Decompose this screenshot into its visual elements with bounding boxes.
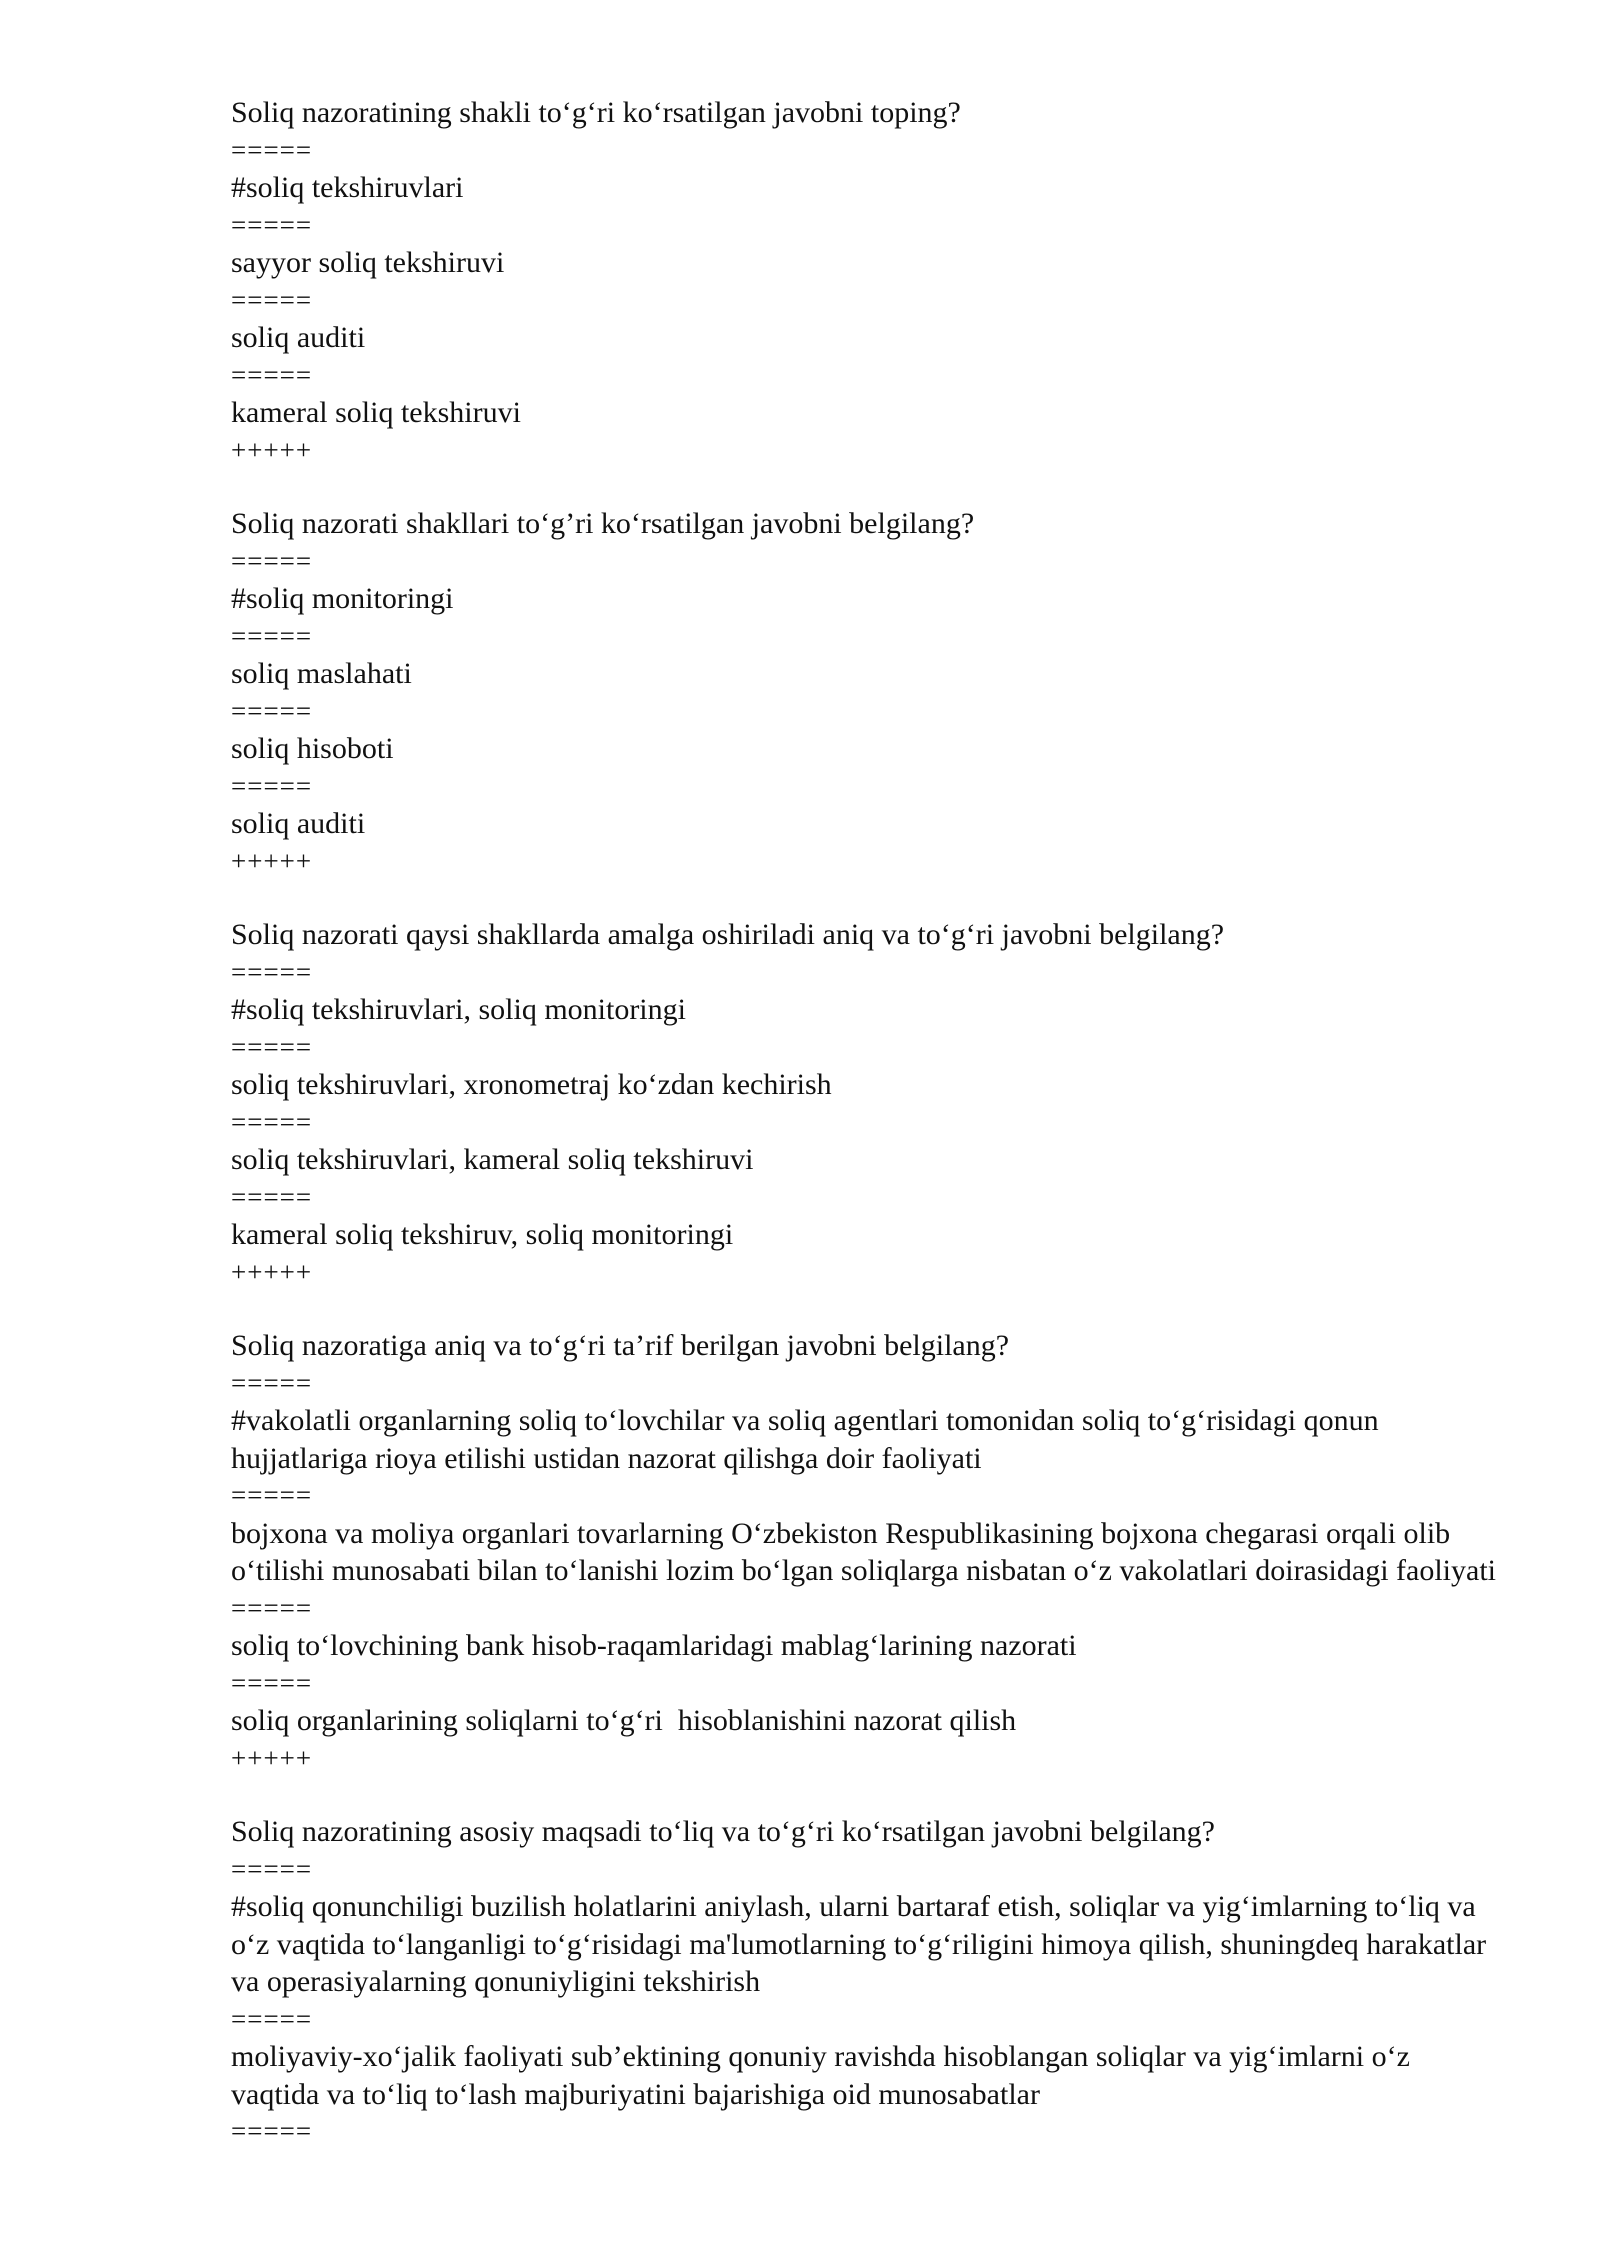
separator: ===== bbox=[231, 545, 313, 576]
question-block bbox=[231, 916, 1501, 1291]
end-marker: +++++ bbox=[231, 845, 313, 876]
answer-option: soliq organlarining soliqlarni to‘g‘ri hisoblanishini nazorat qilish bbox=[231, 1704, 1017, 1737]
answer-option: soliq tekshiruvlari, kameral soliq tekshiruvi bbox=[231, 1143, 754, 1176]
answer-option: soliq tekshiruvlari, xronometraj ko‘zdan kechirish bbox=[231, 1068, 832, 1101]
question-text: Soliq nazoratining shakli to‘g‘ri ko‘rsatilgan javobni toping? bbox=[231, 96, 961, 129]
question-text: Soliq nazorati shakllari to‘g’ri ko‘rsatilgan javobni belgilang? bbox=[231, 507, 975, 540]
answer-option: #soliq monitoringi bbox=[231, 582, 454, 615]
separator: ===== bbox=[231, 956, 313, 987]
separator: ===== bbox=[231, 770, 313, 801]
separator: ===== bbox=[231, 1106, 313, 1137]
question-block bbox=[231, 1327, 1501, 1777]
answer-option: kameral soliq tekshiruvi bbox=[231, 396, 521, 429]
answer-option: #soliq qonunchiligi buzilish holatlarini aniylash, ularni bartaraf etish, soliqlar va yig‘imlarning to‘liq va o‘z vaqtida to‘langanligi to‘g‘risidagi ma'lumotlarning to‘g‘riligini himoya qilish, shuningdeq harakatlar va operasiyalarning qonuniyligini tekshirish bbox=[231, 1890, 1487, 1998]
question-text: Soliq nazoratining asosiy maqsadi to‘liq va to‘g‘ri ko‘rsatilgan javobni belgilang? bbox=[231, 1815, 1215, 1848]
end-marker: +++++ bbox=[231, 434, 313, 465]
answer-option: soliq maslahati bbox=[231, 657, 412, 690]
question-block bbox=[231, 94, 1501, 469]
question-text: Soliq nazorati qaysi shakllarda amalga oshiriladi aniq va to‘g‘ri javobni belgilang? bbox=[231, 918, 1225, 951]
separator: ===== bbox=[231, 1592, 313, 1623]
answer-option: sayyor soliq tekshiruvi bbox=[231, 246, 505, 279]
separator: ===== bbox=[231, 1480, 313, 1510]
separator: ===== bbox=[231, 1367, 313, 1398]
separator: ===== bbox=[231, 209, 313, 240]
answer-option: soliq auditi bbox=[231, 321, 366, 354]
separator: ===== bbox=[231, 2116, 313, 2146]
question-block bbox=[231, 1813, 1501, 2151]
answer-option: #soliq tekshiruvlari, soliq monitoringi bbox=[231, 993, 686, 1026]
separator: ===== bbox=[231, 134, 313, 165]
separator: ===== bbox=[231, 620, 313, 651]
question-text: Soliq nazoratiga aniq va to‘g‘ri ta’rif berilgan javobni belgilang? bbox=[231, 1329, 1010, 1362]
answer-option: soliq hisoboti bbox=[231, 732, 394, 765]
separator: ===== bbox=[231, 695, 313, 726]
document-page bbox=[231, 94, 1501, 2187]
separator: ===== bbox=[231, 359, 313, 390]
end-marker: +++++ bbox=[231, 1256, 313, 1287]
separator: ===== bbox=[231, 1031, 313, 1062]
answer-option: #soliq tekshiruvlari bbox=[231, 171, 464, 204]
answer-option: bojxona va moliya organlari tovarlarning O‘zbekiston Respublikasining bojxona chegarasi orqali olib o‘tilishi munosabati bilan to‘lanishi lozim bo‘lgan soliqlarga nisbatan o‘z vakolatlari doirasidagi faoliyati bbox=[231, 1516, 1496, 1587]
end-marker: +++++ bbox=[231, 1742, 313, 1773]
separator: ===== bbox=[231, 2003, 313, 2034]
answer-option: soliq auditi bbox=[231, 807, 366, 840]
separator: ===== bbox=[231, 1181, 313, 1212]
answer-option: moliyaviy-xo‘jalik faoliyati sub’ektining qonuniy ravishda hisoblangan soliqlar va yig‘imlarni o‘z vaqtida va to‘liq to‘lash majburiyatini bajarishiga oid munosabatlar bbox=[231, 2040, 1410, 2111]
separator: ===== bbox=[231, 284, 313, 315]
separator: ===== bbox=[231, 1667, 313, 1698]
answer-option: soliq to‘lovchining bank hisob-raqamlaridagi mablag‘larining nazorati bbox=[231, 1629, 1077, 1662]
answer-option: kameral soliq tekshiruv, soliq monitoringi bbox=[231, 1218, 734, 1251]
separator: ===== bbox=[231, 1853, 313, 1884]
question-block bbox=[231, 505, 1501, 880]
answer-option: #vakolatli organlarning soliq to‘lovchilar va soliq agentlari tomonidan soliq to‘g‘risidagi qonun hujjatlariga rioya etilishi ustidan nazorat qilishga doir faoliyati bbox=[231, 1404, 1379, 1475]
